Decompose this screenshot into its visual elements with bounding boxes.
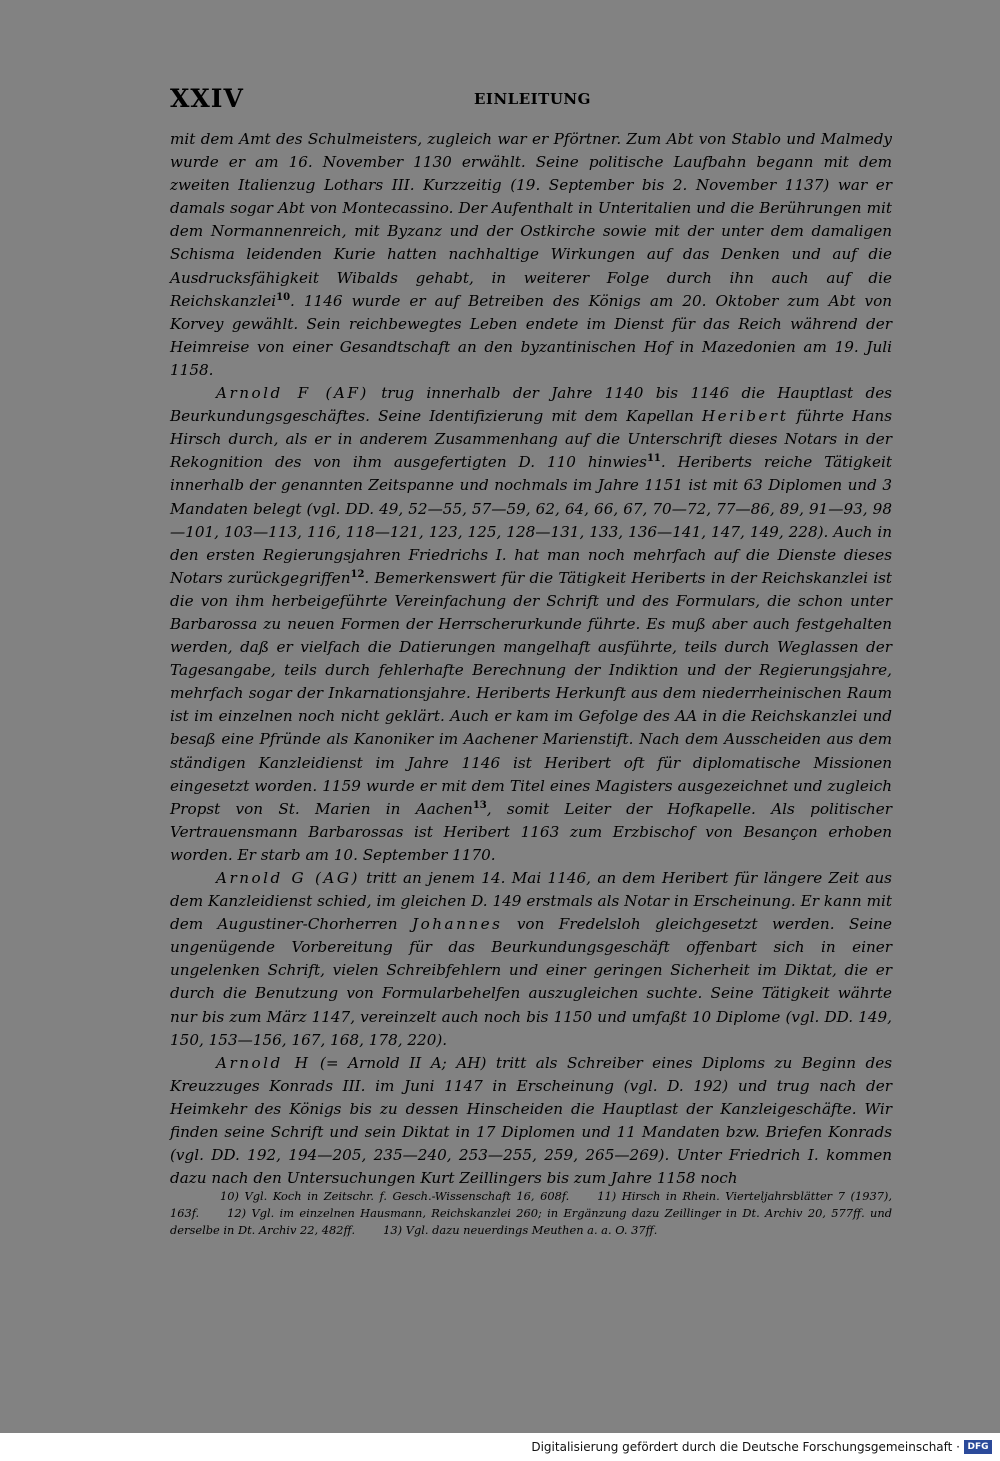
running-title: EINLEITUNG <box>474 90 591 108</box>
person-name: Johannes <box>412 915 503 934</box>
notary-name: Arnold H <box>216 1053 311 1072</box>
text-run: mit dem Amt des Schulmeisters, zugleich war er Pförtner. Zum Abt von Stablo und Malmedy wurde er am 16. November 1130 erwählt. Seine politische Laufbahn begann mit dem zweiten Italienzug Lothars III. Kurzzeitig (19. September bis 2. November 1137) war er damals sogar Abt von Montecassino. Der Aufenthalt in Unteritalien und die Berührungen mit dem Normannenreich, mit Byzanz und der Ostkirche sowie mit der unter dem damaligen Schisma leidenden Kurie hatten nachhaltige Wirkungen auf das Denken und auf die Ausdrucksfähigkeit Wibalds gehabt, in weiterer Folge durch ihn auch auf die Reichskanzlei <box>170 130 892 310</box>
paragraph-2 <box>170 382 892 867</box>
text-run: . Heriberts reiche Tätigkeit innerhalb der genannten Zeitspanne und nochmals im Jahre 1151 ist mit 63 Diplomen und 3 Mandaten belegt (vgl. DD. 49, 52—55, 57—59, 62, 64, 66, 67, 70—72, 77—86, 89, 91—93, 98—101, 103—113, 116, 118—121, 123, 125, 128—131, 133, 136—141, 147, 149, 228). Auch in den ersten Regierungsjahren Friedrichs I. hat man noch mehrfach auf die Dienste dieses Notars zurückgegriffen <box>170 453 892 587</box>
paragraph-1 <box>170 128 892 382</box>
footnote-ref-12: 12 <box>350 568 365 580</box>
footnotes <box>170 1188 892 1239</box>
footnote-12: 12) Vgl. im einzelnen Hausmann, Reichskanzlei 260; in Ergänzung dazu Zeillinger in Dt. Archiv 20, 577ff. und derselbe in Dt. Archiv 22, 482ff. <box>170 1206 892 1237</box>
footnote-11: 11) Hirsch in Rhein. Vierteljahrsblätter 7 (1937), 163f. <box>170 1189 892 1220</box>
paragraph-4 <box>170 1052 892 1191</box>
text-run: von Fredelsloh gleichgesetzt werden. Seine ungenügende Vorbereitung für das Beurkundungsgeschäft offenbart sich in einer ungelenken Schrift, vielen Schreibfehlern und einer geringen Sicherheit im Diktat, die er durch die Benutzung von Formularbehelfen auszugleichen suchte. Seine Tätigkeit währte nur bis zum März 1147, vereinzelt auch noch bis 1150 und umfaßt 10 Diplome (vgl. DD. 149, 150, 153—156, 167, 168, 178, 220). <box>170 915 892 1049</box>
footnote-block <box>170 1188 892 1239</box>
text-run: . Bemerkenswert für die Tätigkeit Heriberts in der Reichskanzlei ist die von ihm herbeigeführte Vereinfachung der Schrift und des Formulars, die schon unter Barbarossa zu neuen Formen der Herrscherurkunde führte. Es muß aber auch festgehalten werden, daß er vielfach die Datierungen mangelhaft ausführte, teils durch Weglassen der Tagesangabe, teils durch fehlerhafte Berechnung der Indiktion und der Regierungsjahre, mehrfach sogar der Inkarnationsjahre. Heriberts Herkunft aus dem niederrheinischen Raum ist im einzelnen noch nicht geklärt. Auch er kam im Gefolge des AA in die Reichskanzlei und besaß eine Pfründe als Kanoniker im Aachener Marienstift. Nach dem Ausscheiden aus dem ständigen Kanzleidienst im Jahre 1146 ist Heribert oft für diplomatische Missionen eingesetzt worden. 1159 wurde er mit dem Titel eines Magisters ausgezeichnet und zugleich Propst von St. Marien in Aachen <box>170 568 892 818</box>
paragraph-3 <box>170 867 892 1052</box>
text-run: führte Hans Hirsch durch, als er in anderem Zusammenhang auf die Unterschrift dieses Notars in der Rekognition des von ihm ausgefertigten D. 110 hinwies <box>170 407 892 472</box>
digitization-credit: Digitalisierung gefördert durch die Deutsche Forschungsgemeinschaft · <box>531 1440 960 1454</box>
text-run: . 1146 wurde er auf Betreiben des Königs am 20. Oktober zum Abt von Korvey gewählt. Sein reichbewegtes Leben endete im Dienst für das Reich während der Heimreise von einer Gesandtschaft an den byzantinischen Hof in Mazedonien am 19. Juli 1158. <box>170 291 892 379</box>
page-number: XXIV <box>170 84 244 113</box>
footnote-10: 10) Vgl. Koch in Zeitschr. f. Gesch.-Wissenschaft 16, 608f. <box>220 1189 570 1203</box>
text-run: (= Arnold II A; AH) tritt als Schreiber eines Diploms zu Beginn des Kreuzzuges Konrads III. im Juni 1147 in Erscheinung (vgl. D. 192) und trug nach der Heimkehr des Königs bis zu dessen Hinscheiden die Hauptlast der Kanzleigeschäfte. Wir finden seine Schrift und sein Diktat in 17 Diplomen und 11 Mandaten bzw. Briefen Konrads (vgl. DD. 192, 194—205, 235—240, 253—255, 259, 265—269). Unter Friedrich I. kommen dazu nach den Untersuchungen Kurt Zeillingers bis zum Jahre 1158 noch <box>170 1053 892 1188</box>
digitization-credit-bar <box>0 1433 1000 1461</box>
body-text <box>170 128 892 1190</box>
footnote-ref-11: 11 <box>646 453 661 465</box>
text-run: , somit Leiter der Hofkapelle. Als politischer Vertrauensmann Barbarossas ist Heribert 1163 zum Erzbischof von Besançon erhoben worden. Er starb am 10. September 1170. <box>170 799 892 864</box>
text-run: tritt an jenem 14. Mai 1146, an dem Heribert für längere Zeit aus dem Kanzleidienst schied, im gleichen D. 149 erstmals als Notar in Erscheinung. Er kann mit dem Augustiner-Chorherren <box>170 869 892 934</box>
text-run: trug innerhalb der Jahre 1140 bis 1146 die Hauptlast des Beurkundungsgeschäftes. Seine Identifizierung mit dem Kapellan <box>170 384 892 426</box>
notary-name: Arnold G (AG) <box>216 869 360 887</box>
footnote-13: 13) Vgl. dazu neuerdings Meuthen a. a. O. 37ff. <box>383 1223 658 1237</box>
notary-name: Arnold F (AF) <box>216 384 369 403</box>
footnote-ref-13: 13 <box>472 799 487 811</box>
dfg-logo-icon: DFG <box>964 1440 992 1454</box>
person-name: Heribert <box>701 407 789 426</box>
page-header <box>170 84 892 114</box>
footnote-ref-10: 10 <box>276 291 291 303</box>
